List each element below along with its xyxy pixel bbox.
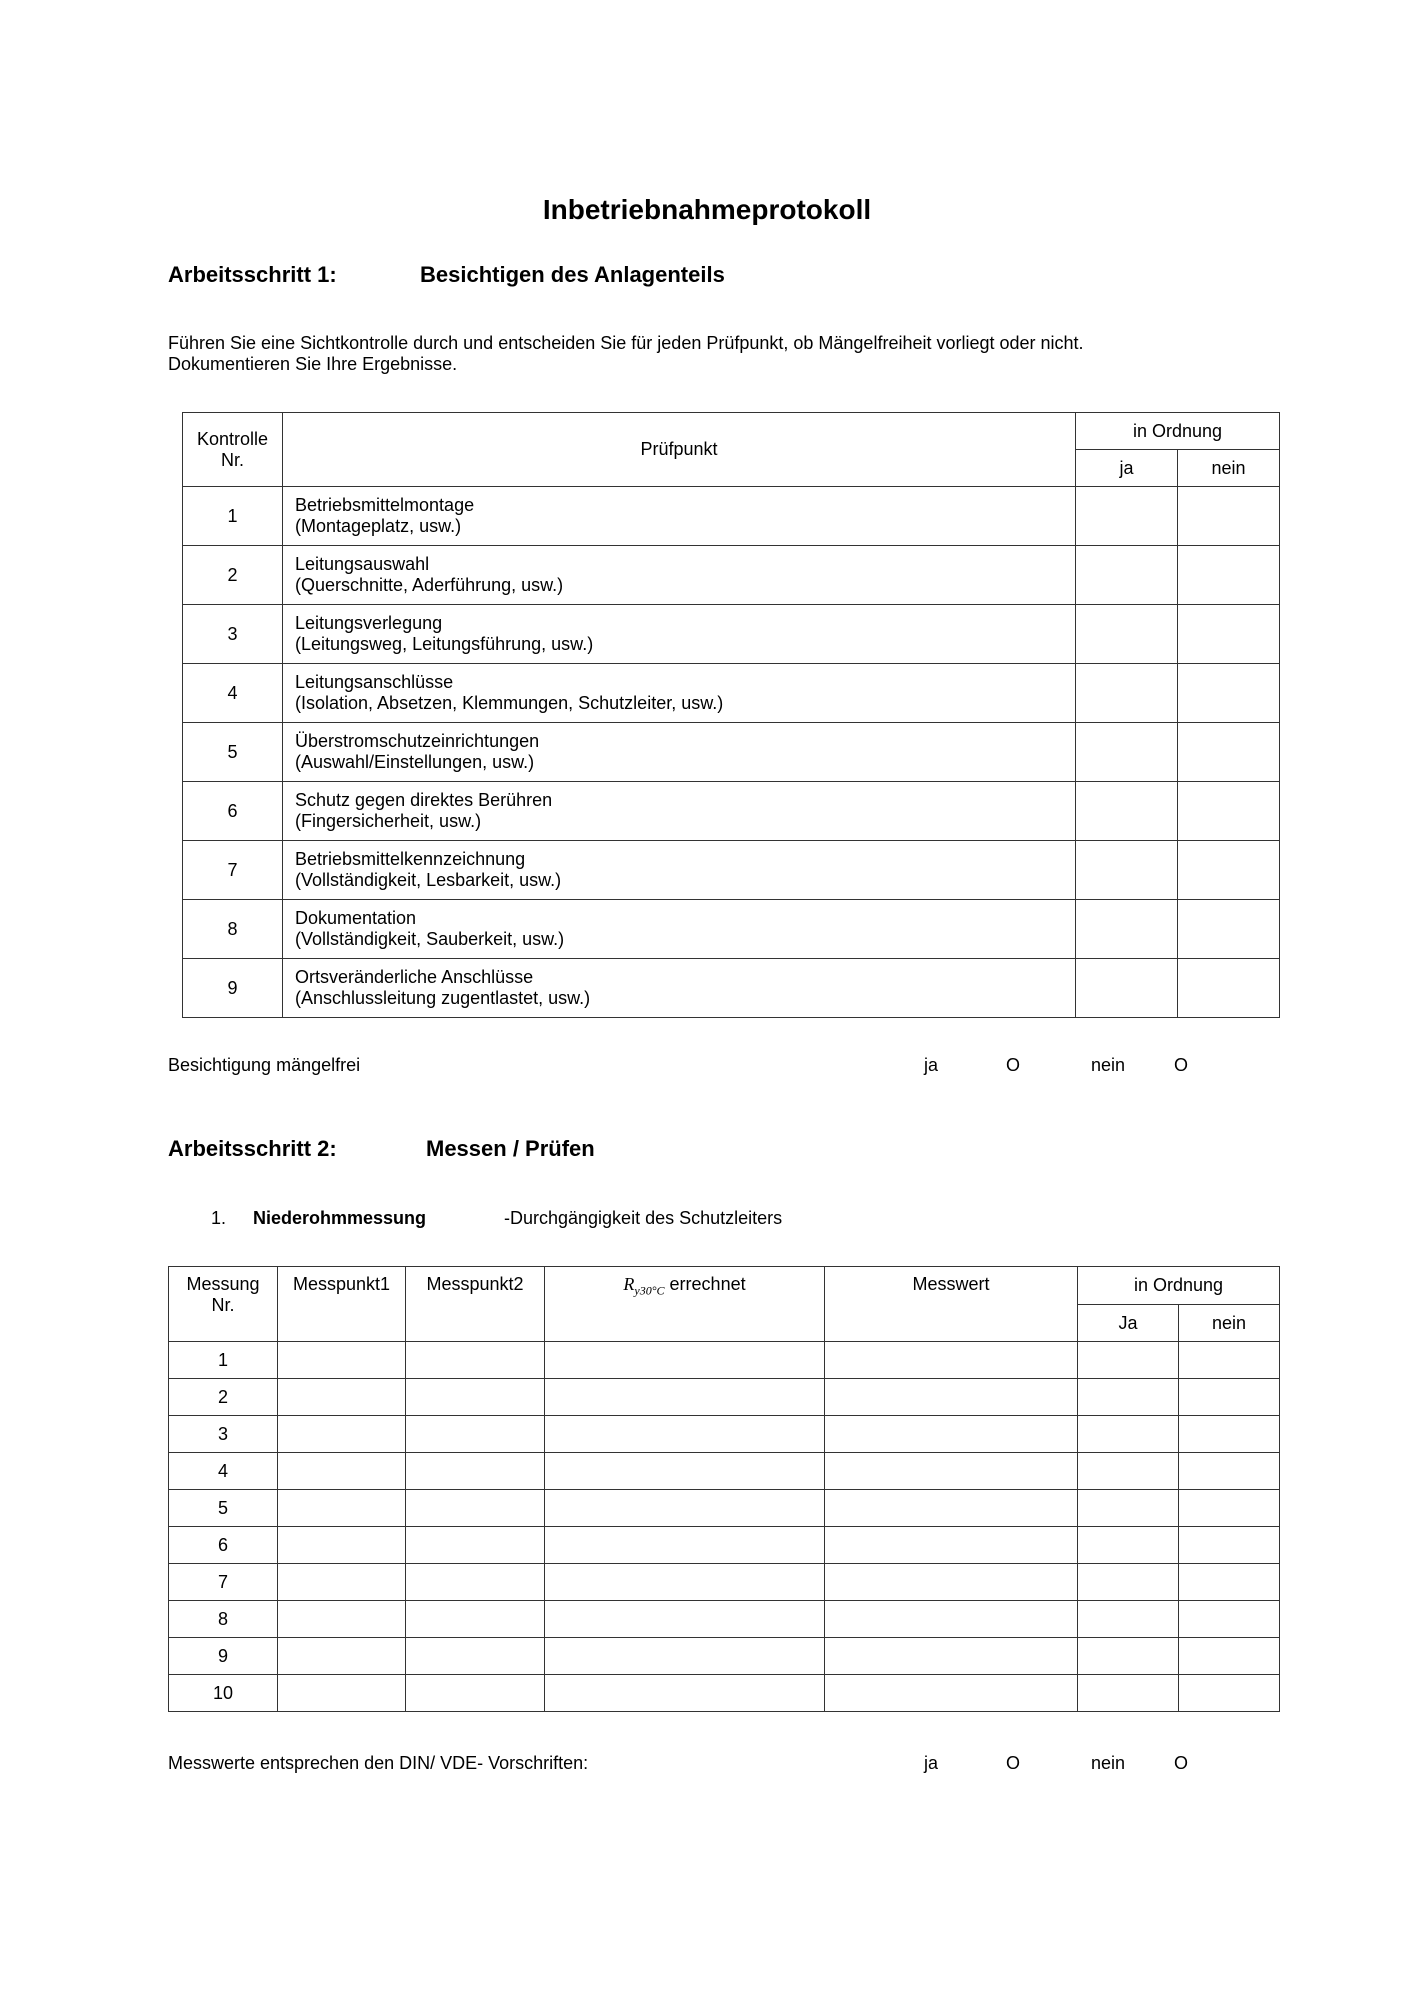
table-row — [169, 1564, 1280, 1601]
ok-yes-cell[interactable] — [1076, 723, 1178, 782]
check-point-details: (Leitungsweg, Leitungsführung, usw.) — [295, 634, 594, 654]
step2-label: Arbeitsschritt 2: — [168, 1136, 337, 1161]
row-number: 5 — [183, 723, 283, 782]
row-number: 6 — [169, 1527, 278, 1564]
messpunkt1-cell[interactable] — [278, 1675, 406, 1712]
inspection-result-no-label: nein — [1091, 1055, 1126, 1075]
column-header-nein: nein — [1178, 450, 1280, 487]
ok-yes-cell[interactable] — [1076, 900, 1178, 959]
messpunkt2-cell[interactable] — [406, 1675, 545, 1712]
resistance-calculated-cell[interactable] — [545, 1601, 825, 1638]
ok-no-cell[interactable] — [1178, 664, 1280, 723]
column-header-messwert: Messwert — [825, 1267, 1078, 1342]
inspection-result-yes-label: ja — [924, 1055, 939, 1075]
table-row — [169, 1638, 1280, 1675]
measurement-result-yes-option[interactable]: O — [1006, 1753, 1021, 1773]
check-point — [283, 664, 1076, 723]
check-point-details: (Isolation, Absetzen, Klemmungen, Schutzleiter, usw.) — [295, 693, 724, 713]
ok-no-cell[interactable] — [1179, 1601, 1280, 1638]
messpunkt2-cell[interactable] — [406, 1379, 545, 1416]
messpunkt2-cell[interactable] — [406, 1453, 545, 1490]
check-point-title: Dokumentation — [295, 908, 417, 928]
ok-yes-cell[interactable] — [1076, 664, 1178, 723]
check-point-title: Leitungsverlegung — [295, 613, 443, 633]
row-number: 8 — [169, 1601, 278, 1638]
column-header-in-ordnung: in Ordnung — [1076, 413, 1280, 450]
ok-no-cell[interactable] — [1179, 1638, 1280, 1675]
ok-yes-cell[interactable] — [1076, 546, 1178, 605]
check-point-details: (Vollständigkeit, Lesbarkeit, usw.) — [295, 870, 562, 890]
check-point — [283, 723, 1076, 782]
measured-value-cell[interactable] — [825, 1379, 1078, 1416]
column-header-messpunkt1: Messpunkt1 — [278, 1267, 406, 1342]
check-point-title: Überstromschutzeinrichtungen — [295, 731, 540, 751]
messpunkt1-cell[interactable] — [278, 1416, 406, 1453]
inspection-result-no-option[interactable]: O — [1174, 1055, 1189, 1075]
table-row — [169, 1601, 1280, 1638]
check-point-title: Leitungsanschlüsse — [295, 672, 454, 692]
ok-no-cell[interactable] — [1178, 546, 1280, 605]
column-header-r-errechnet — [545, 1267, 825, 1342]
table-row — [183, 841, 1280, 900]
ok-no-cell[interactable] — [1178, 900, 1280, 959]
messpunkt1-cell[interactable] — [278, 1342, 406, 1379]
messpunkt1-cell[interactable] — [278, 1490, 406, 1527]
check-point-details: (Vollständigkeit, Sauberkeit, usw.) — [295, 929, 565, 949]
measured-value-cell[interactable] — [825, 1564, 1078, 1601]
resistance-calculated-cell[interactable] — [545, 1527, 825, 1564]
ok-no-cell[interactable] — [1179, 1416, 1280, 1453]
resistance-calculated-cell[interactable] — [545, 1564, 825, 1601]
check-point — [283, 487, 1076, 546]
ok-yes-cell[interactable] — [1076, 782, 1178, 841]
ok-no-cell[interactable] — [1178, 723, 1280, 782]
row-number: 4 — [183, 664, 283, 723]
resistance-calculated-cell[interactable] — [545, 1490, 825, 1527]
column-header-messpunkt2: Messpunkt2 — [406, 1267, 545, 1342]
table-row — [169, 1453, 1280, 1490]
row-number: 7 — [169, 1564, 278, 1601]
ok-no-cell[interactable] — [1179, 1675, 1280, 1712]
table-row — [169, 1527, 1280, 1564]
column-header-ja: Ja — [1078, 1305, 1179, 1342]
measured-value-cell[interactable] — [825, 1342, 1078, 1379]
check-point — [283, 959, 1076, 1018]
measured-value-cell[interactable] — [825, 1638, 1078, 1675]
step2-heading: Messen / Prüfen — [426, 1136, 595, 1161]
table-row — [183, 546, 1280, 605]
ok-no-cell[interactable] — [1178, 605, 1280, 664]
column-header-messung: Messung — [186, 1274, 260, 1294]
row-number: 9 — [169, 1638, 278, 1675]
resistance-calculated-cell[interactable] — [545, 1675, 825, 1712]
ok-yes-cell[interactable] — [1076, 959, 1178, 1018]
measurement-item-description: -Durchgängigkeit des Schutzleiters — [504, 1208, 783, 1228]
resistance-calculated-cell[interactable] — [545, 1342, 825, 1379]
page-title: Inbetriebnahmeprotokoll — [542, 194, 872, 225]
measured-value-cell[interactable] — [825, 1453, 1078, 1490]
step1-heading: Besichtigen des Anlagenteils — [420, 262, 725, 287]
ok-no-cell[interactable] — [1179, 1490, 1280, 1527]
measurement-result-yes-label: ja — [924, 1753, 939, 1773]
ok-yes-cell[interactable] — [1078, 1416, 1179, 1453]
ok-yes-cell[interactable] — [1078, 1527, 1179, 1564]
check-point — [283, 900, 1076, 959]
measurement-item-number: 1. — [211, 1208, 227, 1228]
measured-value-cell[interactable] — [825, 1416, 1078, 1453]
messpunkt1-cell[interactable] — [278, 1638, 406, 1675]
check-point — [283, 546, 1076, 605]
row-number: 3 — [183, 605, 283, 664]
measurement-result-no-label: nein — [1091, 1753, 1126, 1773]
measurement-result-no-option[interactable]: O — [1174, 1753, 1189, 1773]
ok-yes-cell[interactable] — [1076, 841, 1178, 900]
column-header-in-ordnung: in Ordnung — [1078, 1267, 1280, 1305]
inspection-result-yes-option[interactable]: O — [1006, 1055, 1021, 1075]
row-number: 1 — [183, 487, 283, 546]
ok-yes-cell[interactable] — [1078, 1379, 1179, 1416]
check-point-title: Betriebsmittelkennzeichnung — [295, 849, 526, 869]
check-point-title: Betriebsmittelmontage — [295, 495, 475, 515]
check-point-title: Ortsveränderliche Anschlüsse — [295, 967, 534, 987]
ok-yes-cell[interactable] — [1078, 1675, 1179, 1712]
ok-no-cell[interactable] — [1178, 487, 1280, 546]
inspection-result-label: Besichtigung mängelfrei — [168, 1055, 361, 1075]
table-row — [169, 1416, 1280, 1453]
table-row — [183, 487, 1280, 546]
table-row — [183, 664, 1280, 723]
messpunkt2-cell[interactable] — [406, 1638, 545, 1675]
check-point — [283, 782, 1076, 841]
step1-instruction-line2: Dokumentieren Sie Ihre Ergebnisse. — [168, 354, 458, 374]
messpunkt1-cell[interactable] — [278, 1453, 406, 1490]
ok-no-cell[interactable] — [1179, 1379, 1280, 1416]
resistance-subscript: y30°C — [634, 1283, 665, 1298]
ok-yes-cell[interactable] — [1078, 1638, 1179, 1675]
ok-yes-cell[interactable] — [1078, 1490, 1179, 1527]
ok-yes-cell[interactable] — [1078, 1453, 1179, 1490]
measurement-result-label: Messwerte entsprechen den DIN/ VDE- Vorschriften: — [168, 1753, 589, 1773]
step1-label: Arbeitsschritt 1: — [168, 262, 337, 287]
resistance-calculated-cell[interactable] — [545, 1416, 825, 1453]
column-header-kontrolle-nr — [183, 413, 283, 487]
ok-yes-cell[interactable] — [1078, 1601, 1179, 1638]
row-number: 1 — [169, 1342, 278, 1379]
messpunkt2-cell[interactable] — [406, 1527, 545, 1564]
ok-no-cell[interactable] — [1178, 959, 1280, 1018]
table-row — [183, 959, 1280, 1018]
table-row — [169, 1342, 1280, 1379]
check-point-title: Schutz gegen direktes Berühren — [295, 790, 553, 810]
measured-value-cell[interactable] — [825, 1490, 1078, 1527]
measurement-item-title: Niederohmmessung — [253, 1208, 427, 1228]
row-number: 3 — [169, 1416, 278, 1453]
ok-no-cell[interactable] — [1179, 1527, 1280, 1564]
column-header-nein: nein — [1179, 1305, 1280, 1342]
row-number: 2 — [169, 1379, 278, 1416]
messpunkt1-cell[interactable] — [278, 1527, 406, 1564]
measurement-table — [168, 1266, 1280, 1712]
table-row — [169, 1379, 1280, 1416]
ok-yes-cell[interactable] — [1076, 487, 1178, 546]
resistance-symbol: R — [623, 1274, 635, 1294]
messpunkt2-cell[interactable] — [406, 1490, 545, 1527]
column-header-nr: Nr. — [211, 1295, 235, 1315]
table-row — [183, 782, 1280, 841]
messpunkt1-cell[interactable] — [278, 1601, 406, 1638]
table-row — [169, 1490, 1280, 1527]
check-point — [283, 841, 1076, 900]
table-row — [183, 723, 1280, 782]
messpunkt2-cell[interactable] — [406, 1564, 545, 1601]
row-number: 2 — [183, 546, 283, 605]
step1-instruction-line1: Führen Sie eine Sichtkontrolle durch und entscheiden Sie für jeden Prüfpunkt, ob Mängelfreiheit vorliegt oder nicht. — [168, 333, 1084, 353]
measured-value-cell[interactable] — [825, 1527, 1078, 1564]
measured-value-cell[interactable] — [825, 1601, 1078, 1638]
column-header-nr: Nr. — [220, 449, 244, 470]
messpunkt1-cell[interactable] — [278, 1564, 406, 1601]
check-point-title: Leitungsauswahl — [295, 554, 430, 574]
ok-no-cell[interactable] — [1179, 1342, 1280, 1379]
messpunkt2-cell[interactable] — [406, 1342, 545, 1379]
resistance-calculated-cell[interactable] — [545, 1453, 825, 1490]
row-number: 8 — [183, 900, 283, 959]
ok-yes-cell[interactable] — [1078, 1342, 1179, 1379]
ok-yes-cell[interactable] — [1076, 605, 1178, 664]
check-point — [283, 605, 1076, 664]
column-header-messung-nr — [169, 1267, 278, 1342]
check-point-details: (Querschnitte, Aderführung, usw.) — [295, 575, 564, 595]
check-point-details: (Montageplatz, usw.) — [295, 516, 462, 536]
row-number: 9 — [183, 959, 283, 1018]
ok-no-cell[interactable] — [1179, 1453, 1280, 1490]
inspection-table — [182, 412, 1280, 1018]
table-row — [169, 1675, 1280, 1712]
resistance-calculated-cell[interactable] — [545, 1379, 825, 1416]
resistance-calculated-cell[interactable] — [545, 1638, 825, 1675]
check-point-details: (Fingersicherheit, usw.) — [295, 811, 482, 831]
check-point-details: (Anschlussleitung zugentlastet, usw.) — [295, 988, 591, 1008]
measured-value-cell[interactable] — [825, 1675, 1078, 1712]
row-number: 5 — [169, 1490, 278, 1527]
column-header-ja: ja — [1076, 450, 1178, 487]
messpunkt2-cell[interactable] — [406, 1601, 545, 1638]
ok-no-cell[interactable] — [1178, 841, 1280, 900]
row-number: 7 — [183, 841, 283, 900]
resistance-label: errechnet — [669, 1274, 746, 1294]
column-header-kontrolle: Kontrolle — [196, 428, 269, 449]
table-row — [183, 900, 1280, 959]
row-number: 6 — [183, 782, 283, 841]
row-number: 4 — [169, 1453, 278, 1490]
ok-no-cell[interactable] — [1179, 1564, 1280, 1601]
row-number: 10 — [169, 1675, 278, 1712]
ok-yes-cell[interactable] — [1078, 1564, 1179, 1601]
ok-no-cell[interactable] — [1178, 782, 1280, 841]
check-point-details: (Auswahl/Einstellungen, usw.) — [295, 752, 535, 772]
table-row — [183, 605, 1280, 664]
messpunkt2-cell[interactable] — [406, 1416, 545, 1453]
column-header-pruefpunkt: Prüfpunkt — [283, 413, 1076, 487]
messpunkt1-cell[interactable] — [278, 1379, 406, 1416]
